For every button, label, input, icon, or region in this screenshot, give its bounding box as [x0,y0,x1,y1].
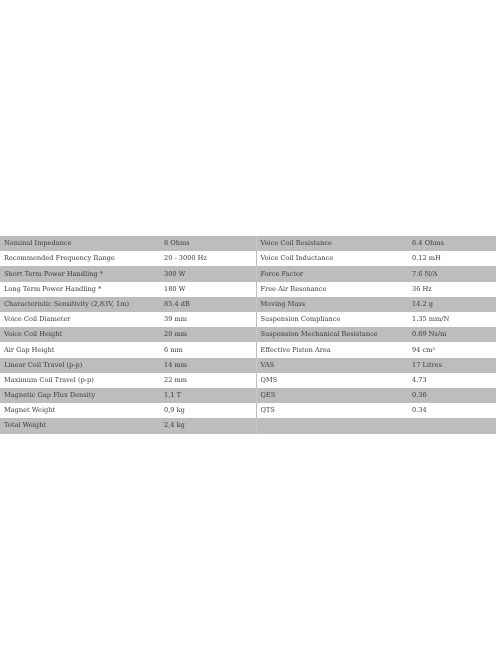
spec-value: 85.4 dB [160,297,256,312]
spec-value: 94 cm² [408,342,496,357]
table-row [0,373,496,388]
table-row [0,327,496,342]
spec-value: 0.36 [408,388,496,403]
speaker-specifications-table [0,236,496,434]
spec-value: 20 - 3000 Hz [160,251,256,266]
spec-value: 0.34 [408,403,496,418]
table-row [0,388,496,403]
spec-label: Nominal Impedance [0,236,160,251]
spec-value: 1.35 mm/N [408,312,496,327]
table-row [0,358,496,373]
spec-table-body [0,236,496,433]
spec-label: Magnetic Gap Flux Density [0,388,160,403]
spec-label: VAS [256,358,408,373]
spec-value: 20 mm [160,327,256,342]
spec-label: Long Term Power Handling * [0,282,160,297]
spec-label: Voice Coil Height [0,327,160,342]
table-row [0,266,496,281]
spec-label: Magnet Weight [0,403,160,418]
spec-value: 4.73 [408,373,496,388]
spec-label: Effective Piston Area [256,342,408,357]
spec-label: Voice Coil Inductance [256,251,408,266]
spec-label: Recommended Frequency Range [0,251,160,266]
spec-label: Short Term Power Handling * [0,266,160,281]
table-row [0,342,496,357]
spec-value: 0,9 kg [160,403,256,418]
spec-label: Voice Coil Diameter [0,312,160,327]
spec-label: QMS [256,373,408,388]
spec-label [256,418,408,433]
spec-label: Suspension Compliance [256,312,408,327]
table-row [0,403,496,418]
spec-label: Characteristic Sensitivity (2,83V, 1m) [0,297,160,312]
spec-value: 6.4 Ohms [408,236,496,251]
spec-value: 1,1 T [160,388,256,403]
spec-label: QTS [256,403,408,418]
spec-label: Air Gap Height [0,342,160,357]
spec-label: Voice Coil Resistance [256,236,408,251]
spec-label: QES [256,388,408,403]
spec-value: 7.6 N/A [408,266,496,281]
spec-value: 14.2 g [408,297,496,312]
spec-label: Suspension Mechanical Resistance [256,327,408,342]
table-row [0,418,496,433]
table-row [0,312,496,327]
spec-value: 6 mm [160,342,256,357]
spec-value: 17 Litres [408,358,496,373]
table-row [0,297,496,312]
spec-value: 180 W [160,282,256,297]
spec-value: 14 mm [160,358,256,373]
spec-value: 36 Hz [408,282,496,297]
spec-label: Force Factor [256,266,408,281]
spec-label: Linear Coil Travel (p-p) [0,358,160,373]
spec-value: 8 Ohms [160,236,256,251]
spec-label: Moving Mass [256,297,408,312]
spec-value: 0.69 Ns/m [408,327,496,342]
table-row [0,282,496,297]
spec-value: 2,4 kg [160,418,256,433]
spec-value [408,418,496,433]
spec-value: 300 W [160,266,256,281]
spec-label: Maximum Coil Travel (p-p) [0,373,160,388]
spec-label: Free Air Resonance [256,282,408,297]
spec-label: Total Weight [0,418,160,433]
spec-value: 22 mm [160,373,256,388]
table-row [0,236,496,251]
spec-value: 0.12 mH [408,251,496,266]
spec-value: 39 mm [160,312,256,327]
table-row [0,251,496,266]
